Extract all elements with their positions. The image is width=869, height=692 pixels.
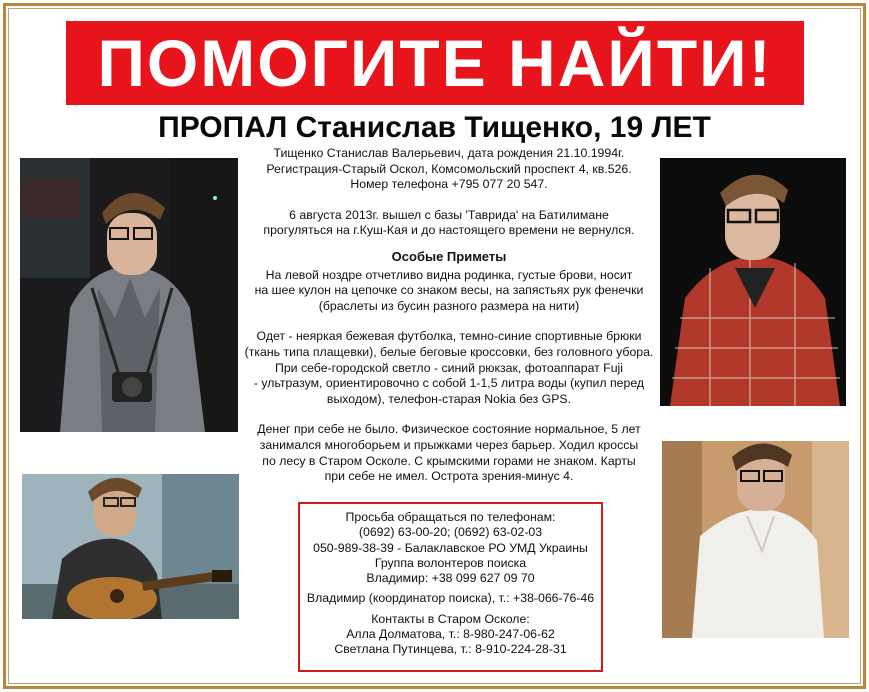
photo-night-with-camera bbox=[20, 158, 238, 432]
headline-banner bbox=[66, 21, 804, 105]
oskol-contact-line: Светлана Путинцева, т.: 8-910-224-28-31 bbox=[334, 642, 567, 657]
photo-white-shirt bbox=[662, 441, 849, 638]
feature-line: На левой ноздре отчетливо видна родинка, густые брови, носит bbox=[265, 267, 633, 282]
contact-line: (0692) 63-00-20; (0692) 63-02-03 bbox=[358, 525, 543, 540]
detail-line: Регистрация-Старый Оскол, Комсомольский проспект 4, кв.526. bbox=[266, 161, 632, 176]
detail-line: Номер телефона +795 077 20 547. bbox=[350, 177, 548, 192]
condition-line: по лесу в Старом Осколе. С крымскими горами не знаком. Карты bbox=[262, 453, 636, 468]
incident-line: прогуляться на г.Куш-Кая и до настоящего времени не вернулся. bbox=[263, 223, 635, 238]
contact-line: Просьба обращаться по телефонам: bbox=[345, 510, 556, 524]
headline-text: ПОМОГИТЕ НАЙТИ! bbox=[97, 26, 773, 100]
photo-with-guitar bbox=[22, 474, 239, 619]
detail-line: Тищенко Станислав Валерьевич, дата рождения 21.10.1994г. bbox=[273, 146, 625, 160]
condition-line: Денег при себе не было. Физическое состояние нормальное, 5 лет bbox=[257, 422, 641, 437]
oskol-contact-line: Алла Долматова, т.: 8-980-247-06-62 bbox=[346, 627, 555, 642]
features-heading: Особые Приметы bbox=[391, 248, 507, 264]
coordinator-line: Владимир (координатор поиска), т.: +38-066-76-46 bbox=[306, 591, 595, 606]
clothing-line: Одет - неяркая бежевая футболка, темно-синие спортивные брюки bbox=[256, 329, 642, 344]
contact-line: 050-989-38-39 - Балаклавское РО УМД Украины bbox=[313, 540, 588, 555]
missing-person-title: ПРОПАЛ Станислав Тищенко, 19 ЛЕТ bbox=[158, 111, 711, 144]
description-column bbox=[240, 146, 658, 485]
contact-line: Группа волонтеров поиска bbox=[374, 555, 527, 570]
feature-line: (браслеты из бусин разного размера на нити) bbox=[318, 298, 580, 313]
photo-plaid-shirt bbox=[660, 158, 846, 406]
condition-line: при себе не имел. Острота зрения-минус 4. bbox=[324, 469, 574, 484]
clothing-line: (ткань типа плащевки), белые беговые кроссовки, без головного убора. bbox=[244, 344, 654, 359]
clothing-line: выходом), телефон-старая Nokia без GPS. bbox=[326, 391, 572, 406]
incident-line: 6 августа 2013г. вышел с базы 'Таврида' на Батилимане bbox=[289, 207, 609, 222]
contact-line: Владимир: +38 099 627 09 70 bbox=[366, 571, 535, 586]
clothing-line: - ультразум, ориентировочно с собой 1-1,5 литра воды (купил перед bbox=[253, 376, 645, 391]
condition-line: занимался многоборьем и прыжками через барьер. Ходил кроссы bbox=[259, 437, 639, 452]
oskol-contact-line: Контакты в Старом Осколе: bbox=[371, 611, 530, 626]
contact-box bbox=[298, 502, 603, 672]
clothing-line: При себе-городской светло - синий рюкзак, фотоаппарат Fuji bbox=[274, 360, 623, 375]
feature-line: на шее кулон на цепочке со знаком весы, на запястьях рук фенечки bbox=[254, 283, 644, 298]
